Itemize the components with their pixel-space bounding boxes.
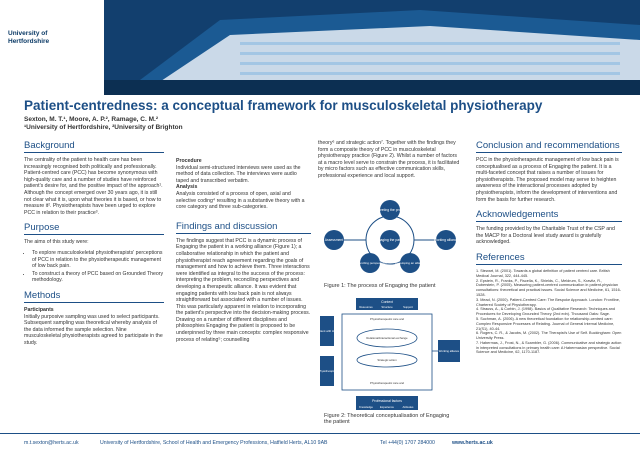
fig2-mid-bottom: Physiotherapeutic care and <box>370 381 404 385</box>
column-1 <box>24 140 164 350</box>
fig1-node-left: Assessment <box>324 238 344 242</box>
participants-subheading: Participants <box>24 306 54 313</box>
fig2-prof-item: Attitudes <box>402 405 414 409</box>
fig2-context-item: Structure <box>381 305 393 309</box>
poster-title: Patient-centredness: a conceptual framework for musculoskeletal physiotherapy <box>24 98 543 113</box>
purpose-heading: Purpose <box>24 222 164 235</box>
header-banner <box>0 0 640 95</box>
reference-item: 4. Strauss, A., & Corbin, J. (1998). Basics of Qualitative Research: Techniques and Procedures for Developing Grounded Theory (2nd edn). Thousand Oaks: Sage. <box>476 307 616 317</box>
fig1-node-right: Working alliance <box>433 238 459 242</box>
findings-body: The findings suggest that PCC is a dynamic process of Engaging the patient in a working alliance (Figure 1); a collaborative relationship in which the patient and physiotherapist reach agreement regarding the goals of management and how to achieve them. Three interactions were identified as integral to the success of the process: interpreting the problem, reconciling perspectives and developing a therapeutic alliance. It was evident that engaging patients with low back pain is not always straightforward but associated with a number of issues. This was particularly apparent in relation to incorporating the patient's perspective into the decision-making process. Drawing on a number of different disciplines and philosophies Engaging the patient is proposed to be underpinned by three main concepts: complex responsive process of relating⁵; counselling <box>176 237 311 343</box>
methods-heading: Methods <box>24 290 164 303</box>
logo-line2: Hertfordshire <box>8 38 50 45</box>
fig1-node-top: Interpreting the problem <box>372 208 408 212</box>
figure-2-diagram <box>316 298 460 412</box>
authors: Sexton, M. T.¹, Moore, A. P.², Ramage, C. M.² <box>24 116 158 123</box>
footer-web[interactable]: www.herts.ac.uk <box>452 440 493 446</box>
fig1-node-bl: Reconciling perspectives <box>353 261 387 265</box>
findings-body-cont: theory⁶ and strategic action⁷. Together with the findings they form a composite theory of PCC in musculoskeletal physiotherapy practice (Figure 2). Whilst a number of factors at a macro level serve to constrain the process, it is facilitated by micro factors such as effective communication skills, professional experience and local support. <box>318 140 460 179</box>
conclusion-heading: Conclusion and recommendations <box>476 140 622 153</box>
fig2-context-item: Resources <box>359 305 373 309</box>
fig2-mid-center: Relational/interactional exchange <box>366 336 408 340</box>
fig2-prof-item: Knowledge <box>359 405 373 409</box>
references-heading: References <box>476 252 622 265</box>
reference-item: 7. Habermas, J., Frost, N., & Scambler, G. (2006). Communicative and strategic action in interpreted consultations in primary health care: A Habermasian perspective. Social Science and Medicine, 62, 1170-1187. <box>476 340 622 355</box>
purpose-item: • To explore musculoskeletal physiotherapists' perceptions of PCC in relation to the physiotherapeutic management of low back pain. <box>32 250 164 270</box>
column-3 <box>318 140 460 184</box>
footer <box>0 433 640 454</box>
fig2-working-alliance: Working alliance <box>438 349 460 353</box>
fig2-patient: Patient with LBP <box>316 329 338 333</box>
fig2-mid-top: Physiotherapeutic care and <box>370 317 404 321</box>
logo-text <box>8 30 49 46</box>
reference-item: 3. Mead, N. (2000). Patient-Centred Care: The Bespoke Approach. London: Frontline, Chartered Society of Physiotherapy. <box>476 297 620 307</box>
footer-phone: Tel +44(0) 1707 284000 <box>380 440 435 446</box>
purpose-list <box>32 250 164 284</box>
fig2-mid-center2: Strategic action <box>377 358 397 362</box>
procedure-body: Individual semi-structured interviews were used as the method of data collection. The interviews were audio taped and transcribed verbatim. <box>176 164 301 184</box>
footer-address: University of Hertfordshire, School of Health and Emergency Professions, Hatfield Herts, AL10 9AB <box>100 440 328 446</box>
column-4 <box>476 140 622 355</box>
fig2-context-item: Support <box>403 305 413 309</box>
analysis-body: Analysis consisted of a process of open, axial and selective coding⁴ resulting in a substantive theory with a core category and three sub-categories. <box>176 190 305 211</box>
fig2-professional: Professional factors <box>372 399 402 403</box>
reference-item: 1. Stewart, M. (2001). Towards a global definition of patient centred care. British Medical Journal, 322, 444-445. <box>476 268 610 278</box>
fig1-node-center: Engaging the patient <box>374 238 406 242</box>
reference-item: 6. Rogers, C. R., & Jacobs, M. (2002). The Therapist's Use of Self. Buckingham: Open University Press. <box>476 331 622 341</box>
background-heading: Background <box>24 140 164 153</box>
background-body: The centrality of the patient to health care has been increasingly recognised both politically and professionally. Patient-centred care (PCC) has become synonymous with high-quality care and a number of studies have reinforced patient's desire for, and the positive impact of the approach¹. Although the concept emerged over 30 years ago, it is still not clear what it is, upon what theories it is based, or how to measure it². Physiotherapists have been urged to explore PCC in relation to their practice³. <box>24 157 163 216</box>
findings-heading: Findings and discussion <box>176 221 311 234</box>
logo-line1: University of <box>8 30 48 37</box>
purpose-intro: The aims of this study were: <box>24 239 89 246</box>
figure-1-caption: Figure 1: The process of Engaging the patient <box>324 283 436 289</box>
fig2-physio: Physiotherapist <box>318 370 336 373</box>
fig1-node-br: Developing an alliance <box>394 261 426 265</box>
column-2 <box>176 140 311 347</box>
methods-body: Initially purposive sampling was used to select participants. Subsequent sampling was theoretical whereby analysis of the data informed the sample selection. Nine musculoskeletal physiotherapists agreed to participate in the study. <box>24 313 163 346</box>
uh-logo-mark: UH <box>62 24 92 49</box>
procedure-subheading: Procedure <box>176 158 202 164</box>
affiliations: ¹University of Hertfordshire, ²University of Brighton <box>24 124 183 131</box>
analysis-subheading: Analysis <box>176 184 198 191</box>
fig2-prof-item: Experience <box>380 405 394 409</box>
figure-1-diagram <box>320 197 460 283</box>
fig2-context: Context <box>381 300 393 304</box>
footer-email[interactable]: m.t.sexton@herts.ac.uk <box>24 440 79 446</box>
purpose-item: • To construct a theory of PCC based on Grounded Theory methodology. <box>32 271 164 284</box>
figure-2 <box>316 298 460 432</box>
reference-item: 2. Epstein, R., Franks, P., Fiscella, K., Shields, C., Meldrum, S., Kravitz, R., Duberstein, P. (2005). Measuring patient-centred communication in patient-physician consultations: theoretical and practical issues. Social Science and Medicine, 61, 1516-1528. <box>476 278 621 297</box>
conclusion-body: PCC in the physiotherapeutic management of low back pain is conceptualised as a process of Engaging the patient. It is a multi-faceted concept that raises a number of issues for physiotherapists. The proposed model may serve to heighten awareness of the interactional processes adopted by physiotherapists, inform the development of interventions and form the basis for further research. <box>476 157 619 203</box>
references-list <box>476 269 622 355</box>
acknowledgements-body: The funding provided by the Charitable Trust of the CSP and the MACP for a Doctoral level study award is gratefully acknowledged. <box>476 226 615 246</box>
reference-item: 5. Suchman, A. (2006). A new theoretical foundation for relationship-centred care: Complex Responsive Processes of Relating. Journal of General Internal Medicine, 21(S1), 40-44. <box>476 316 615 331</box>
figure-2-caption: Figure 2: Theoretical conceptualisation of Engaging the patient <box>324 413 450 425</box>
acknowledgements-heading: Acknowledgements <box>476 209 622 222</box>
figure-1 <box>320 197 460 293</box>
